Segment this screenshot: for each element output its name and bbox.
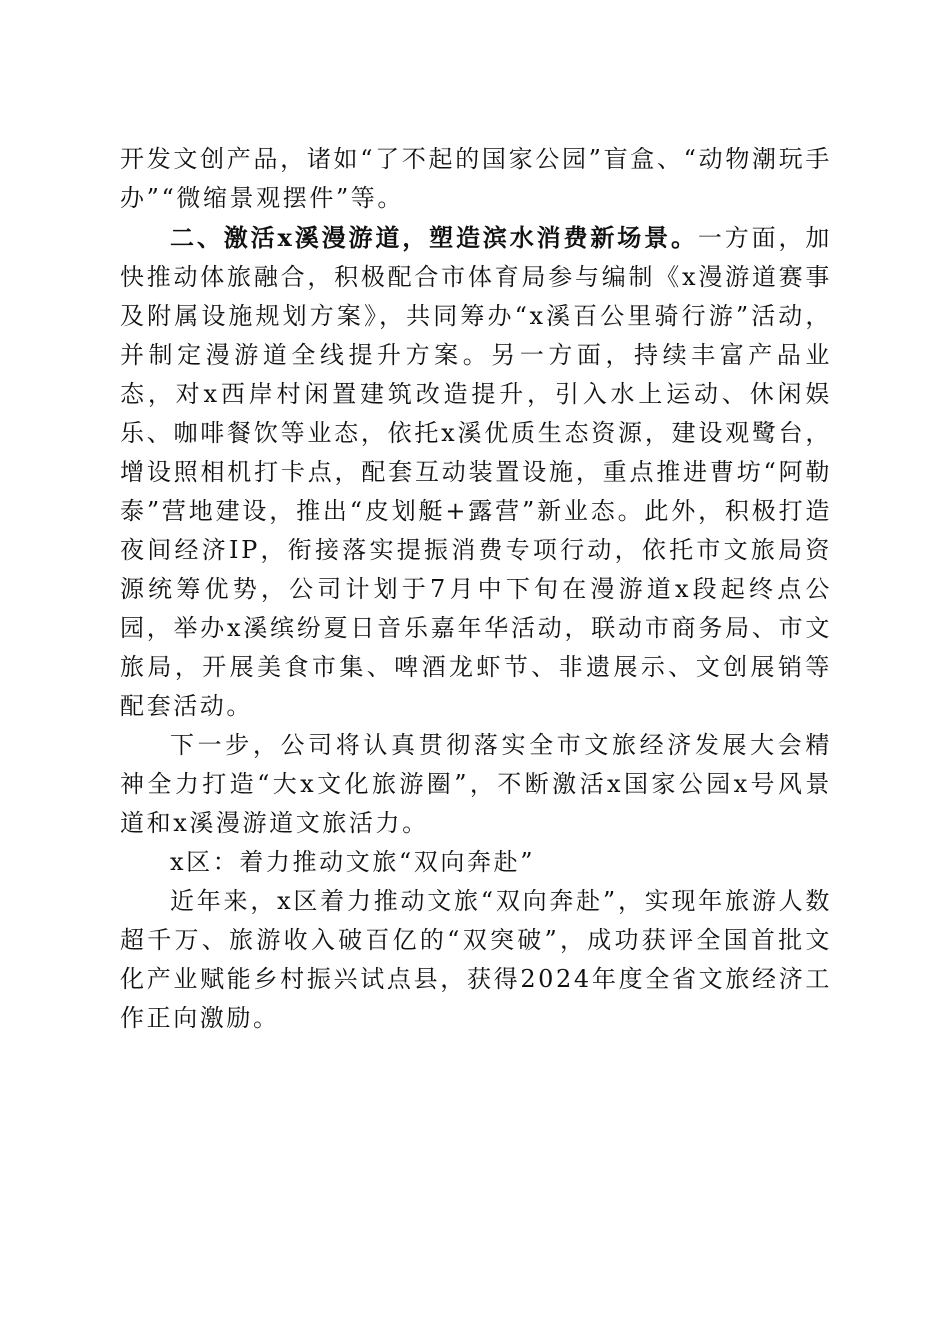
section-heading: 二、激活x溪漫游道，塑造滨水消费新场景。 <box>170 223 698 252</box>
paragraph-section-two <box>120 218 832 726</box>
paragraph-district-intro: 近年来，x区着力推动文旅“双向奔赴”，实现年旅游人数超千万、旅游收入破百亿的“双突破”，成功获评全国首批文化产业赋能乡村振兴试点县，获得2024年度全省文旅经济工作正向激励。 <box>120 887 832 1032</box>
paragraph-next-step: 下一步，公司将认真贯彻落实全市文旅经济发展大会精神全力打造“大x文化旅游圈”，不断激活x国家公园x号风景道和x溪漫游道文旅活力。 <box>120 731 832 837</box>
paragraph-continuation: 开发文创产品，诸如“了不起的国家公园”盲盒、“动物潮玩手办”“微缩景观摆件”等。 <box>120 145 832 212</box>
section-body: 一方面，加快推动体旅融合，积极配合市体育局参与编制《x漫游道赛事及附属设施规划方案》，共同筹办“x溪百公里骑行游”活动，并制定漫游道全线提升方案。另一方面，持续丰富产品业态，对x西岸村闲置建筑改造提升，引入水上运动、休闲娱乐、咖啡餐饮等业态，依托x溪优质生态资源，建设观鹭台，增设照相机打卡点，配套互动装置设施，重点推进曹坊“阿勒泰”营地建设，推出“皮划艇+露营”新业态。此外，积极打造夜间经济IP，衔接落实提振消费专项行动，依托市文旅局资源统筹优势，公司计划于7月中下旬在漫游道x段起终点公园，举办x溪缤纷夏日音乐嘉年华活动，联动市商务局、市文旅局，开展美食市集、啤酒龙虾节、非遗展示、文创展销等配套活动。 <box>120 224 833 720</box>
document-page <box>120 140 832 1038</box>
district-subtitle: x区：着力推动文旅“双向奔赴” <box>170 848 536 876</box>
